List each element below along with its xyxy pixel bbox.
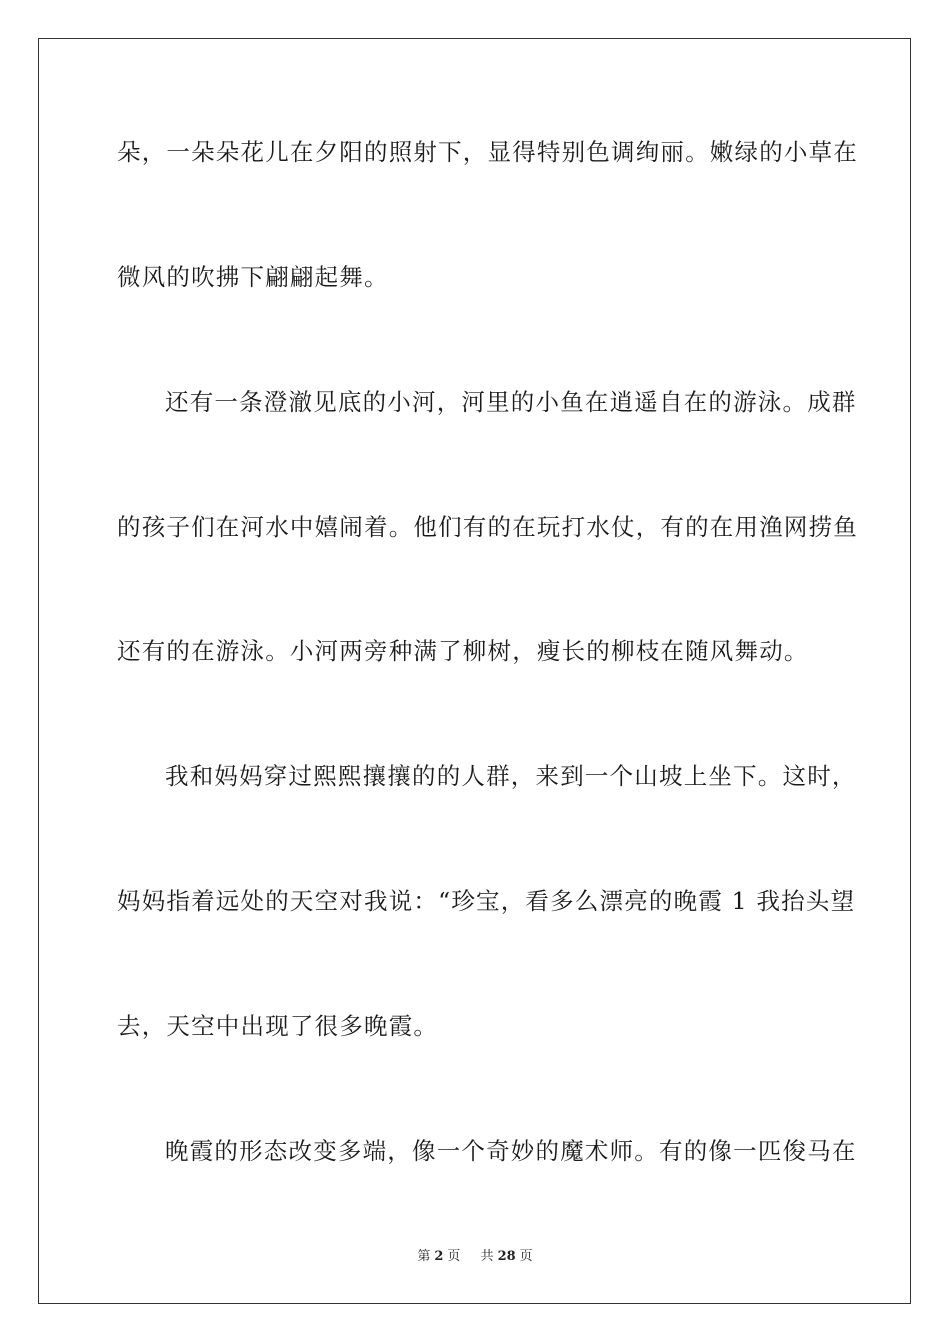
text-line-3: 还有一条澄澈见底的小河，河里的小鱼在逍遥自在的游泳。成群 bbox=[165, 388, 857, 416]
text-line-4: 的孩子们在河水中嬉闹着。他们有的在玩打水仗，有的在用渔网捞鱼 bbox=[117, 513, 858, 541]
total-prefix: 共 bbox=[480, 1249, 494, 1264]
page-suffix: 页 bbox=[447, 1249, 461, 1264]
page-footer bbox=[0, 1248, 950, 1266]
total-indicator bbox=[477, 1249, 537, 1264]
page-prefix: 第 bbox=[417, 1249, 431, 1264]
page-indicator bbox=[413, 1249, 464, 1264]
text-line-7: 妈妈指着远处的天空对我说：“珍宝，看多么漂亮的晚霞 1 我抬头望 bbox=[117, 887, 856, 915]
total-pages: 28 bbox=[497, 1249, 516, 1264]
text-line-6: 我和妈妈穿过熙熙攘攘的的人群，来到一个山坡上坐下。这时， bbox=[165, 762, 857, 790]
text-line-5: 还有的在游泳。小河两旁种满了柳树，瘦长的柳枝在随风舞动。 bbox=[117, 637, 809, 665]
page-number: 2 bbox=[434, 1249, 444, 1264]
text-line-1: 朵，一朵朵花儿在夕阳的照射下，显得特别色调绚丽。嫩绿的小草在 bbox=[117, 138, 858, 166]
text-line-9: 晚霞的形态改变多端，像一个奇妙的魔术师。有的像一匹俊马在 bbox=[165, 1137, 857, 1165]
total-suffix: 页 bbox=[519, 1249, 533, 1264]
page-border bbox=[38, 38, 911, 1304]
text-line-2: 微风的吹拂下翩翩起舞。 bbox=[117, 263, 389, 291]
text-line-8: 去，天空中出现了很多晚霞。 bbox=[117, 1012, 439, 1040]
